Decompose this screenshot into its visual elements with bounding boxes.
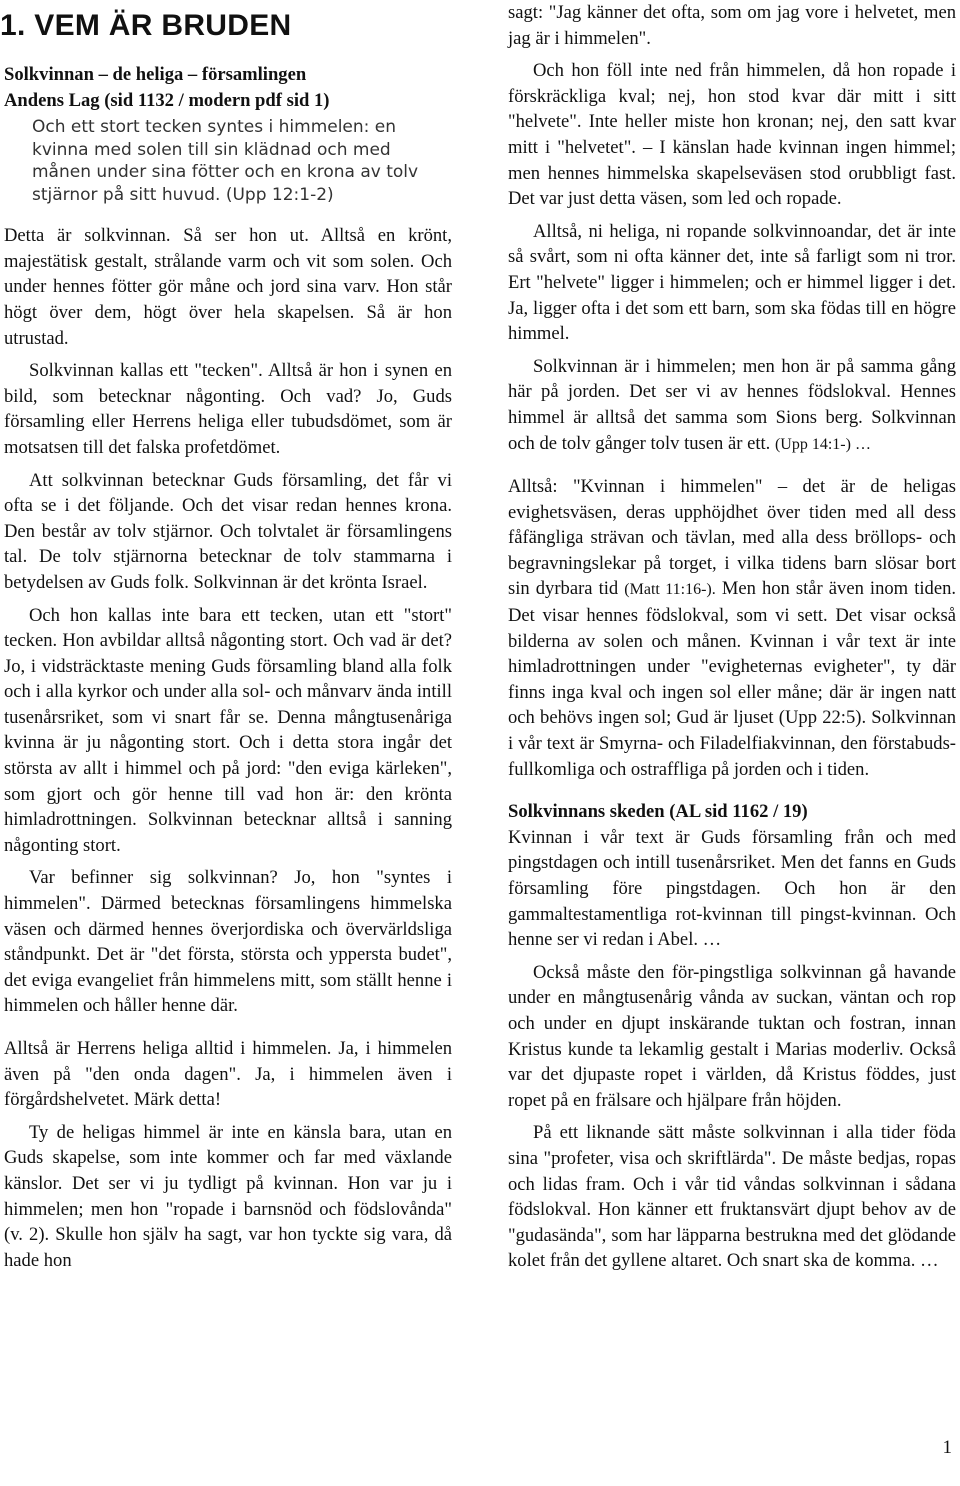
section-subheading: Solkvinnan – de heliga – församlingen [4,64,307,85]
paragraph: Alltså, ni heliga, ni ropande solkvinnoandar, det är inte så svårt, som ni ofta känner det, inte så farligt som ni tror. Ert "helvete" ligger i himmelen; och er himmel ligger i det. Ja, ligger ofta i det som ett barn, som ska födas till en högre himmel. [508,220,956,345]
paragraph: Var befinner sig solkvinnan? Jo, hon "syntes i himmelen". Därmed betecknas församlingens himmelska väsen och därmed hennes överjordiska och övervärldsliga ståndpunkt. Det är "det första, största och yppersta budet", det eviga evangeliet från himmelens mitt, som ställt henne i himmelen och håller henne där. [4,867,452,1017]
paragraph: Att solkvinnan betecknar Guds församling, det får vi ofta se i det följande. Och det visar redan hennes krona. Den består av tolv stjärnor. Och tolvtalet är församlingens tal. De tolv stjärnorna betecknar de tolv stammarna i betydelsen av Guds folk. Solkvinnan är det krönta Israel. [4,469,452,593]
scripture-reference: (Matt 11:16-). [624,581,716,599]
scripture-reference: (Upp 14:1-) … [774,435,871,453]
left-column [0,0,452,1273]
paragraph: Kvinnan i vår text är Guds församling från och med pingstdagen och intill tusenårsriket. Men det fanns en Guds församling före pingstdagen. Och hon är den gammaltestamentliga rot-kvinnan till pingst-kvinnan. Och henne ser vi redan i Abel. … [508,826,956,951]
paragraph: Alltså är Herrens heliga alltid i himmelen. Ja, i himmelen även på "den onda dagen". Ja, i himmelen även i förgårdshelvetet. Märk detta! [4,1038,452,1111]
paragraph: På ett liknande sätt måste solkvinnan i alla tider föda sina "profeter, visa och skriftlärda". De måste bedjas, ropas och lidas fram. Och i vår tid våndas solkvinnan i sådana födslokval. Hon känner ett fruktansvärt djupt behov av de "gudasända", som har läpparna bestrukna med det glödande kolet från det gyllene altaret. Och snart ska de komma. … [508,1122,956,1272]
paragraph: Detta är solkvinnan. Så ser hon ut. Alltså en krönt, majestätisk gestalt, strålande varm och vit som solen. Och under hennes fötter gör måne och jord sina varv. Hon står högt över dem, högt över hela skapelsen. Så är hon utrustad. [4,225,452,349]
page-heading: 1. VEM ÄR BRUDEN [0,9,292,42]
source-reference: Andens Lag (sid 1132 / modern pdf sid 1) [4,89,330,111]
paragraph: Solkvinnan kallas ett "tecken". Alltså är hon i synen en bild, som betecknar någonting. Och vad? Jo, Guds församling eller Herrens heliga eller tubudsdömet, som är motsatsen till det falska profetdömet. [4,360,452,458]
right-column [508,0,956,1274]
paragraph-text: Solkvinnan är i himmelen; men hon är på samma gång här på jorden. Det ser vi av hennes födslokval. Hennes himmel är alltså det samma som Sions berg. Solkvinnan och de tolv gånger tolv tusen är ett. [508,355,956,454]
paragraph [508,474,956,782]
scripture-quote [32,116,442,206]
paragraph-text: Men hon står även inom tiden. Det visar hennes födslokval, som vi sett. Det visar också bilderna av solen och månen. Kvinnan i vår text är inte himladrottningen under "evigheternas evigheter", ty där finns inga kval och ingen sol eller måne; där är ingen natt och behövs ingen sol; Gud är ljuset (Upp 22:5). Solkvinnan i vår text är Smyrna- och Filadelfiakvinnan, den förstabuds-fullkomliga och ostraffliga på jorden och i tiden. [508,578,957,780]
paragraph: sagt: "Jag känner det ofta, som om jag vore i helvetet, men jag är i himmelen". [508,2,956,49]
section-heading: Solkvinnans skeden (AL sid 1162 / 19) [508,801,808,823]
page-number: 1 [942,1437,952,1458]
paragraph: Och hon föll inte ned från himmelen, då hon ropade i förskräckliga kval; nej, hon stod kvar där mitt i sitt "helvete". Inte heller miste hon kronan; nej, den satt kvar mitt i "helvetet". – I känslan hade kvinnan ingen himmel; men hennes himmelska skapelseväsen stod orubbligt fast. Det var just detta väsen, som led och ropade. [508,60,956,210]
paragraph: Och hon kallas inte bara ett tecken, utan ett "stort" tecken. Hon avbildar alltså någonting stort. Och vad är det? Jo, i vidsträcktaste mening Guds församling bland alla folk och i alla kyrkor och under alla sol- och månvarv ända intill tusenårsriket, som vi snart får se. Denna mångtusenåriga kvinna är ju någonting stort. Och i detta stora ingår det största av allt i himmel och på jord: "den eviga kärleken", som gjort och gör henne till vad hon är: den krönta himladrottningen. Solkvinnan betecknar alltså i sanning någonting stort. [4,604,452,856]
paragraph: Också måste den för-pingstliga solkvinnan gå havande under en mångtusenårig vånda av suckan, väntan och rop och under en djupt inskärande tuktan och fostran, innan Kristus kunde ta lekamlig gestalt i Marias moderliv. Också var det djupaste ropet i världen, då Kristus föddes, just ropet på en frälsare och hjälpare från höjden. [508,961,956,1111]
quote-text: Och ett stort tecken syntes i himmelen: en kvinna med solen till sin klädnad och med månen under sina fötter och en krona av tolv stjärnor på sitt huvud. (Upp 12:1-2) [32,117,419,205]
paragraph-text: Alltså: "Kvinnan i himmelen" – det är de heligas evighetsväsen, deras upphöjdhet över tiden med all dess fåfängliga strävan och tävlan, med alla dess bröllops- och begravningslekar på torget, i vilka tidens barn slösar bort sin dyrbara tid [508,476,956,600]
paragraph: Ty de heligas himmel är inte en känsla bara, utan en Guds skapelse, som inte kommer och far med växlande känslor. Det ser vi ju tydligt på kvinnan. Hon var ju i himmelen; men hon "ropade i barnsnöd och födslovånda" (v. 2). Skulle hon själv ha sagt, var hon tyckte sig vara, då hade hon [4,1121,452,1271]
paragraph [508,354,956,457]
